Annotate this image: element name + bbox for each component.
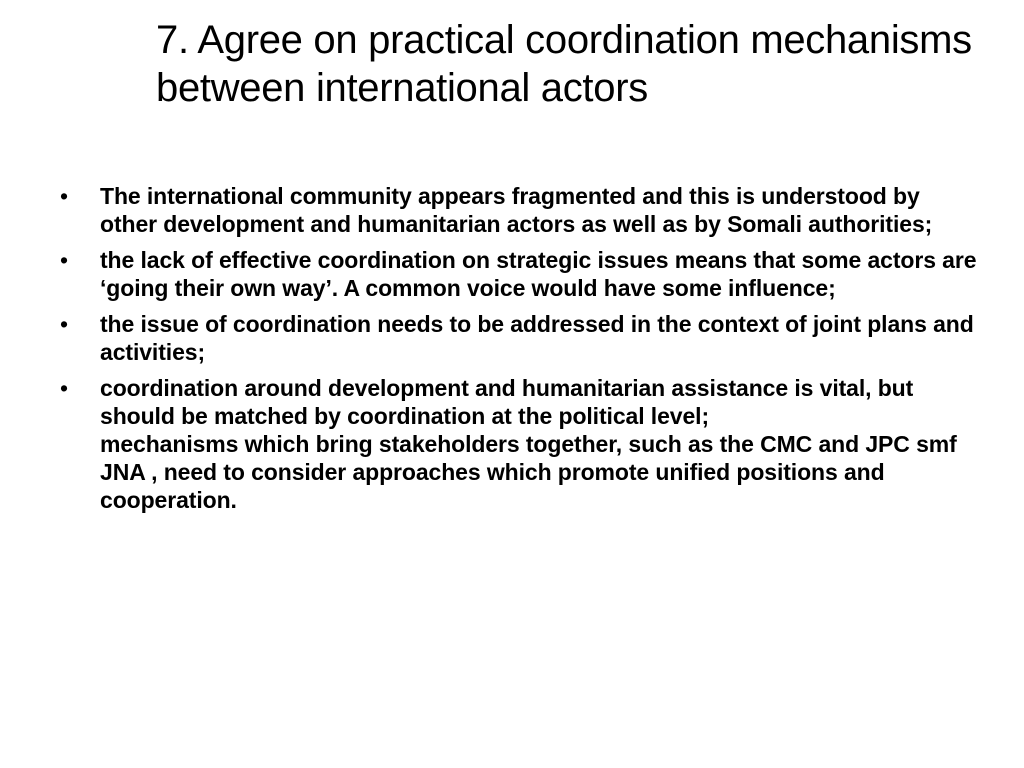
bullet-marker: • [60, 311, 68, 337]
bullet-list [58, 182, 978, 522]
bullet-text: coordination around development and humanitarian assistance is vital, but should be matched by coordination at the political level; [100, 375, 914, 429]
bullet-item [58, 182, 978, 238]
bullet-marker: • [60, 247, 68, 273]
bullet-marker: • [60, 183, 68, 209]
bullet-item [58, 374, 978, 514]
bullet-item [58, 310, 978, 366]
bullet-item [58, 246, 978, 302]
bullet-marker: • [60, 375, 68, 401]
bullet-text: The international community appears fragmented and this is understood by other development and humanitarian actors as well as by Somali authorities; [100, 183, 933, 237]
bullet-text: the lack of effective coordination on strategic issues means that some actors are ‘going their own way’. A common voice would have some influence; [100, 247, 977, 301]
bullet-continuation-text: mechanisms which bring stakeholders together, such as the CMC and JPC smf JNA , need to consider approaches which promote unified positions and cooperation. [100, 431, 957, 513]
slide-title: 7. Agree on practical coordination mechanisms between international actors [156, 18, 972, 110]
bullet-text: the issue of coordination needs to be addressed in the context of joint plans and activities; [100, 311, 974, 365]
